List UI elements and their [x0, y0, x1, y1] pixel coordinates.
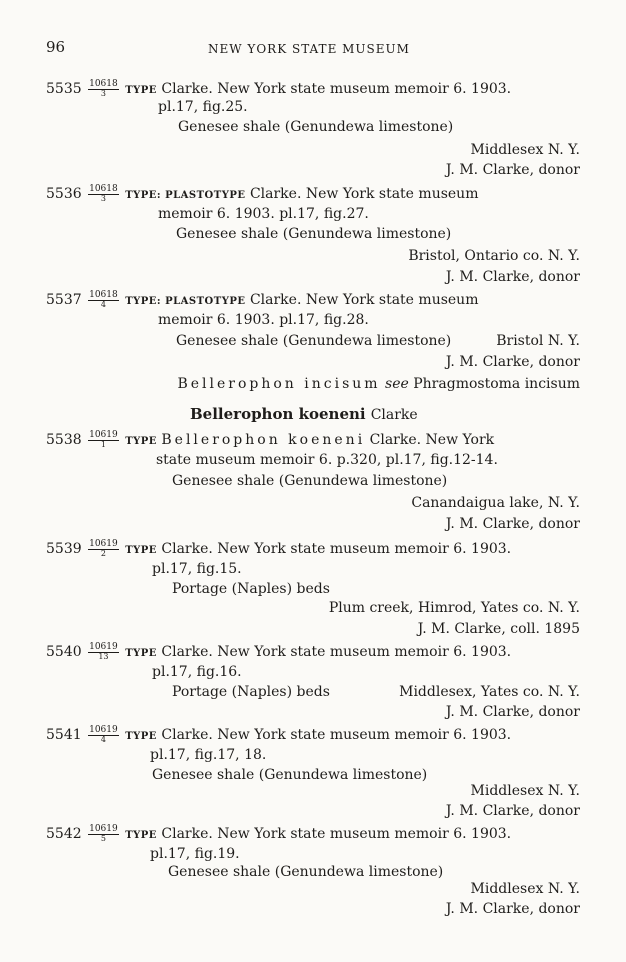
- genus-name: Bellerophon koeneni: [190, 405, 366, 423]
- entry-number: 5542: [46, 826, 82, 842]
- locality: Canandaigua lake, N. Y.: [411, 495, 580, 511]
- citation-line: Clarke. New York state museum memoir 6. 1903.: [161, 541, 512, 557]
- citation-continuation: memoir 6. 1903. pl.17, fig.28.: [158, 312, 369, 328]
- citation-line: Clarke. New York state museum: [249, 186, 479, 202]
- citation-line: Clarke. New York state museum memoir 6. 1903.: [161, 727, 512, 743]
- donor: J. M. Clarke, donor: [445, 516, 580, 532]
- donor: J. M. Clarke, donor: [445, 162, 580, 178]
- citation-continuation: pl.17, fig.15.: [152, 561, 242, 577]
- specimen-fraction: $\frac{10619}{4}$: [89, 725, 118, 744]
- donor: J. M. Clarke, coll. 1895: [417, 621, 580, 637]
- formation: Genesee shale (Genundewa limestone): [172, 473, 448, 489]
- citation-line: Clarke. New York: [369, 432, 495, 448]
- cross-ref-name: Bellerophon incisum: [177, 376, 381, 392]
- donor: J. M. Clarke, donor: [445, 354, 580, 370]
- specimen-fraction: $\frac{10619}{1}$: [89, 430, 118, 449]
- formation: Genesee shale (Genundewa limestone): [176, 333, 452, 349]
- citation-continuation: state museum memoir 6. p.320, pl.17, fig.12-14.: [156, 452, 498, 468]
- locality: Middlesex, Yates co. N. Y.: [399, 684, 580, 700]
- type-label: TYPE: [125, 830, 157, 841]
- specimen-fraction: $\frac{10619}{2}$: [89, 539, 118, 558]
- section-heading: [190, 406, 418, 422]
- donor: J. M. Clarke, donor: [445, 704, 580, 720]
- citation-line: Clarke. New York state museum memoir 6. 1903.: [161, 81, 512, 97]
- entry-number: 5538: [46, 432, 82, 448]
- specimen-fraction: $\frac{10619}{13}$: [89, 642, 118, 661]
- specimen-fraction: $\frac{10619}{5}$: [89, 824, 118, 843]
- formation: Genesee shale (Genundewa limestone): [176, 226, 452, 242]
- donor: J. M. Clarke, donor: [445, 901, 580, 917]
- citation-continuation: pl.17, fig.25.: [158, 99, 248, 115]
- locality: Bristol N. Y.: [496, 333, 580, 349]
- citation-continuation: memoir 6. 1903. pl.17, fig.27.: [158, 206, 369, 222]
- entry-number: 5539: [46, 541, 82, 557]
- type-label: TYPE: [125, 85, 157, 96]
- citation-continuation: pl.17, fig.17, 18.: [150, 747, 267, 763]
- specimen-fraction: $\frac{10618}{3}$: [89, 184, 118, 203]
- type-label: TYPE: [125, 648, 157, 659]
- donor: J. M. Clarke, donor: [445, 803, 580, 819]
- entry-number: 5537: [46, 292, 82, 308]
- donor: J. M. Clarke, donor: [445, 269, 580, 285]
- type-label: TYPE: [125, 436, 157, 447]
- locality: Plum creek, Himrod, Yates co. N. Y.: [328, 600, 580, 616]
- locality: Bristol, Ontario co. N. Y.: [408, 248, 580, 264]
- specimen-fraction: $\frac{10618}{4}$: [89, 290, 118, 309]
- entry-number: 5540: [46, 644, 82, 660]
- specimen-fraction: $\frac{10618}{3}$: [89, 79, 118, 98]
- cross-ref-see: see: [385, 376, 409, 392]
- citation-line: Clarke. New York state museum: [249, 292, 479, 308]
- page-number: 96: [46, 38, 66, 56]
- citation-continuation: pl.17, fig.19.: [150, 846, 240, 862]
- formation: Genesee shale (Genundewa limestone): [178, 119, 454, 135]
- entry-number: 5536: [46, 186, 82, 202]
- type-label: TYPE: [125, 545, 157, 556]
- type-label: TYPE: PLASTOTYPE: [125, 296, 246, 307]
- formation: Genesee shale (Genundewa limestone): [152, 767, 428, 783]
- locality: Middlesex N. Y.: [470, 881, 580, 897]
- cross-reference: [177, 377, 580, 391]
- citation-line: Clarke. New York state museum memoir 6. 1903.: [161, 826, 512, 842]
- running-title: NEW YORK STATE MUSEUM: [208, 42, 410, 56]
- author-name: Clarke: [370, 407, 418, 423]
- type-label: TYPE: PLASTOTYPE: [125, 190, 246, 201]
- formation: Genesee shale (Genundewa limestone): [168, 864, 444, 880]
- species-name: Bellerophon koeneni: [161, 432, 366, 448]
- formation: Portage (Naples) beds: [172, 581, 330, 597]
- entry-number: 5535: [46, 81, 82, 97]
- entry-number: 5541: [46, 727, 82, 743]
- citation-line: Clarke. New York state museum memoir 6. 1903.: [161, 644, 512, 660]
- cross-ref-target: Phragmostoma incisum: [413, 376, 580, 392]
- formation: Portage (Naples) beds: [172, 684, 330, 700]
- citation-continuation: pl.17, fig.16.: [152, 664, 242, 680]
- locality: Middlesex N. Y.: [470, 783, 580, 799]
- type-label: TYPE: [125, 731, 157, 742]
- locality: Middlesex N. Y.: [470, 142, 580, 158]
